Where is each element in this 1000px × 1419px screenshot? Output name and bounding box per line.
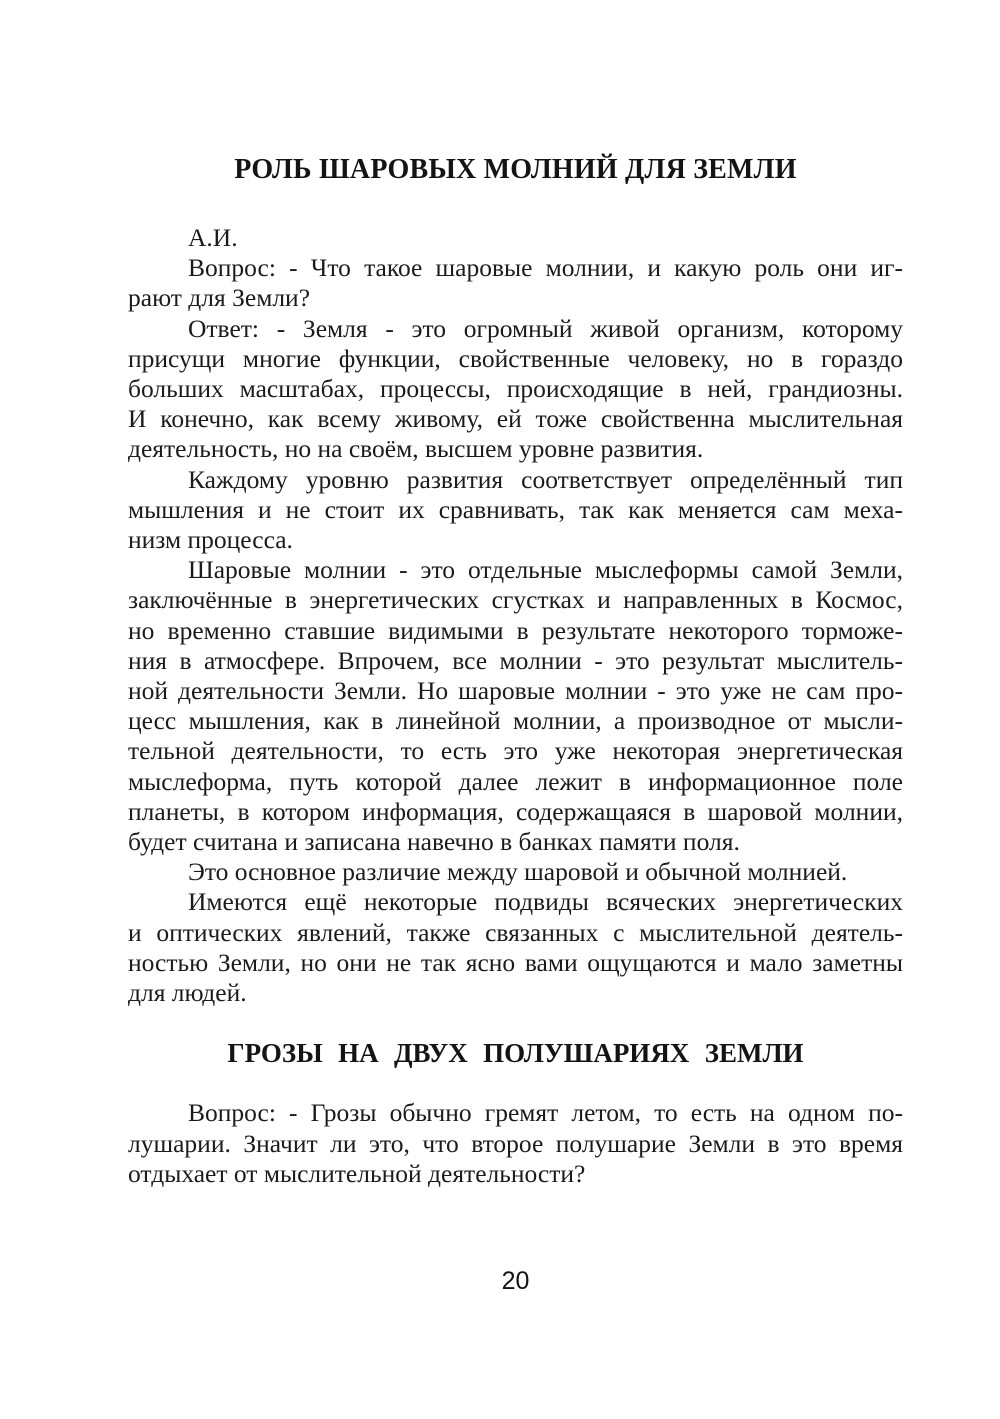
section-1-body [128,223,903,1008]
text-line: Каждому уровню развития соответствует определённый тип [188,464,903,494]
paragraph [128,887,903,1008]
text-line: будет считана и записана навечно в банках памяти поля. [128,827,740,857]
text-line: ностью Земли, но они не так ясно вами ощущаются и мало заметны [128,947,903,977]
text-line: Имеются ещё некоторые подвиды всяческих энергетических [188,887,903,917]
text-line: И конечно, как всему живому, ей тоже свойственна мыслительная [128,404,903,434]
text-line: больших масштабах, процессы, происходящие в ней, грандиозны. [128,374,903,404]
text-line: низм процесса. [128,525,293,555]
text-line: Шаровые молнии - это отдельные мыслеформы самой Земли, [188,555,903,585]
text-line: заключённые в энергетических сгустках и направленных в Космос, [128,585,903,615]
text-line: присущи многие функции, свойственные человеку, но в гораздо [128,343,903,373]
text-line: лушарии. Значит ли это, что второе полушарие Земли в это время [128,1128,903,1158]
text-line: цесс мышления, как в линейной молнии, а производное от мысли- [128,706,903,736]
text-line: планеты, в котором информация, содержащаяся в шаровой молнии, [128,796,903,826]
text-line: Вопрос: - Грозы обычно гремят летом, то есть на одном по- [188,1098,903,1128]
paragraph [128,857,903,887]
paragraph [128,253,903,313]
text-line: тельной деятельности, то есть это уже некоторая энергетическая [128,736,903,766]
text-column [128,0,903,1189]
paragraph [128,555,903,857]
text-line: деятельность, но на своём, высшем уровне развития. [128,434,704,464]
text-line: А.И. [188,223,238,252]
text-line: мыслеформа, путь которой далее лежит в информационное поле [128,766,903,796]
text-line: ной деятельности Земли. Но шаровые молнии - это уже не сам про- [128,676,903,706]
text-line: рают для Земли? [128,283,311,313]
text-line: Ответ: - Земля - это огромный живой организм, которому [188,313,903,343]
page-number: 20 [501,1267,530,1295]
text-line: и оптических явлений, также связанных с мыслительной деятель- [128,917,903,947]
section-2-heading: ГРОЗЫ НА ДВУХ ПОЛУШАРИЯХ ЗЕМЛИ [227,1038,804,1069]
paragraph [128,465,903,556]
text-line: Это основное различие между шаровой и обычной молнией. [188,857,848,887]
text-line: отдыхает от мыслительной деятельности? [128,1158,586,1188]
text-line: но временно ставшие видимыми в результате некоторого торможе- [128,615,903,645]
paragraph [128,314,903,465]
text-line: мышления и не стоит их сравнивать, так как меняется сам меха- [128,494,903,524]
text-line: Вопрос: - Что такое шаровые молнии, и какую роль они иг- [188,253,903,283]
paragraph [128,223,903,253]
section-2-body [128,1098,903,1189]
paragraph [128,1098,903,1189]
section-1-heading: РОЛЬ ШАРОВЫХ МОЛНИЙ ДЛЯ ЗЕМЛИ [234,154,797,185]
text-line: ния в атмосфере. Впрочем, все молнии - это результат мыслитель- [128,645,903,675]
text-line: для людей. [128,978,247,1008]
